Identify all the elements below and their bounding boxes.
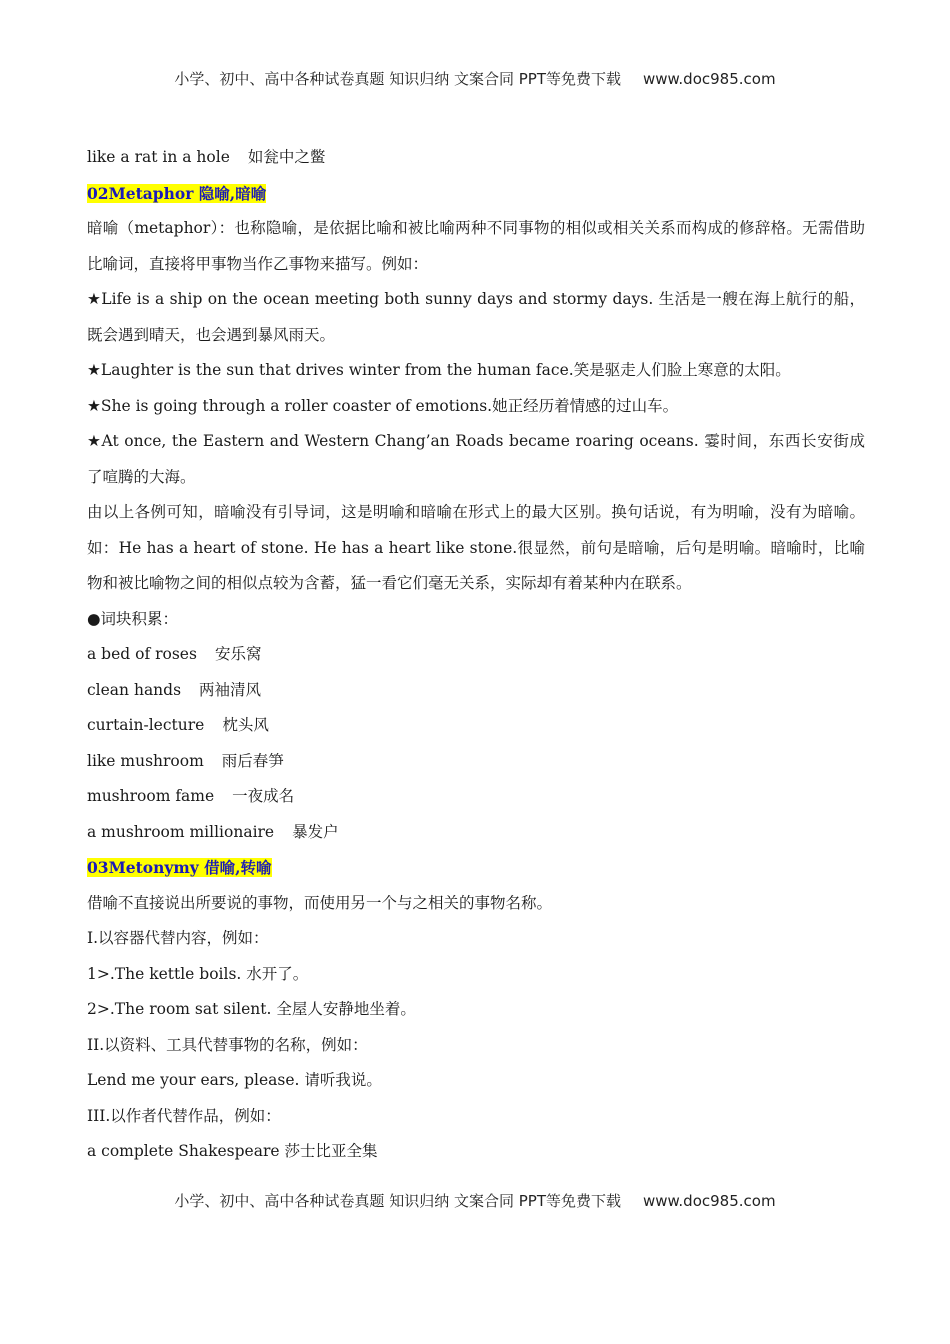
metaphor-example: ★At once, the Eastern and Western Chang’an Roads became roaring oceans. 霎时间，东西长安街成了喧腾的大海。 bbox=[87, 432, 865, 486]
intro-item-en: like a rat in a hole bbox=[87, 148, 230, 166]
footer-url[interactable]: www.doc985.com bbox=[642, 1192, 776, 1210]
metaphor-heading: 02Metaphor 隐喻,暗喻 bbox=[87, 183, 267, 203]
vocab-item: clean hands 两袖清风 bbox=[87, 680, 262, 699]
intro-item-zh: 如瓮中之鳖 bbox=[247, 148, 326, 166]
metaphor-comparison: 由以上各例可知，暗喻没有引导词，这是明喻和暗喻在形式上的最大区别。换句话说，有为明喻，没有为暗喻。如：He has a heart of stone. He has a heart like stone.很显然，前句是暗喻，后句是明喻。暗喻时，比喻物和被比喻物之间的相似点较为含蓄，猛一看它们毫无关系，实际却有着某种内在联系。 bbox=[87, 503, 865, 592]
page-footer bbox=[0, 1190, 950, 1211]
metonymy-line: 1>.The kettle boils. 水开了。 bbox=[87, 964, 309, 983]
metaphor-definition: 暗喻（metaphor）：也称隐喻，是依据比喻和被比喻两种不同事物的相似或相关关系而构成的修辞格。无需借助比喻词，直接将甲事物当作乙事物来描写。例如： bbox=[87, 219, 865, 273]
metonymy-line: II.以资料、工具代替事物的名称，例如： bbox=[87, 1035, 368, 1054]
header-url[interactable]: www.doc985.com bbox=[642, 70, 776, 88]
header-text: 小学、初中、高中各种试卷真题 知识归纳 文案合同 PPT等免费下载 bbox=[174, 70, 621, 88]
metonymy-line: a complete Shakespeare 莎士比亚全集 bbox=[87, 1142, 378, 1160]
metonymy-heading: 03Metonymy 借喻,转喻 bbox=[87, 858, 272, 877]
metonymy-line: I.以容器代替内容，例如： bbox=[87, 929, 269, 947]
metaphor-example: ★Life is a ship on the ocean meeting both sunny days and stormy days. 生活是一艘在海上航行的船，既会遇到晴天，也会遇到暴风雨天。 bbox=[87, 290, 865, 344]
metonymy-line: III.以作者代替作品，例如： bbox=[87, 1106, 281, 1125]
footer-text: 小学、初中、高中各种试卷真题 知识归纳 文案合同 PPT等免费下载 bbox=[174, 1192, 621, 1210]
metonymy-definition: 借喻不直接说出所要说的事物，而使用另一个与之相关的事物名称。 bbox=[87, 893, 553, 912]
vocab-title: ●词块积累： bbox=[87, 609, 179, 628]
vocab-item: a bed of roses 安乐窝 bbox=[87, 645, 262, 663]
metaphor-example: ★Laughter is the sun that drives winter from the human face.笑是驱走人们脸上寒意的太阳。 bbox=[87, 361, 791, 379]
vocab-item: like mushroom 雨后春笋 bbox=[87, 751, 284, 770]
metaphor-example: ★She is going through a roller coaster of emotions.她正经历着情感的过山车。 bbox=[87, 396, 679, 415]
document-body bbox=[87, 140, 865, 1170]
page-header bbox=[0, 68, 950, 89]
vocab-item: a mushroom millionaire 暴发户 bbox=[87, 822, 339, 841]
metonymy-line: 2>.The room sat silent. 全屋人安静地坐着。 bbox=[87, 1000, 416, 1018]
intro-item bbox=[87, 140, 865, 176]
vocab-item: mushroom fame 一夜成名 bbox=[87, 787, 295, 805]
metonymy-line: Lend me your ears, please. 请听我说。 bbox=[87, 1071, 382, 1089]
vocab-item: curtain-lecture 枕头风 bbox=[87, 716, 269, 734]
